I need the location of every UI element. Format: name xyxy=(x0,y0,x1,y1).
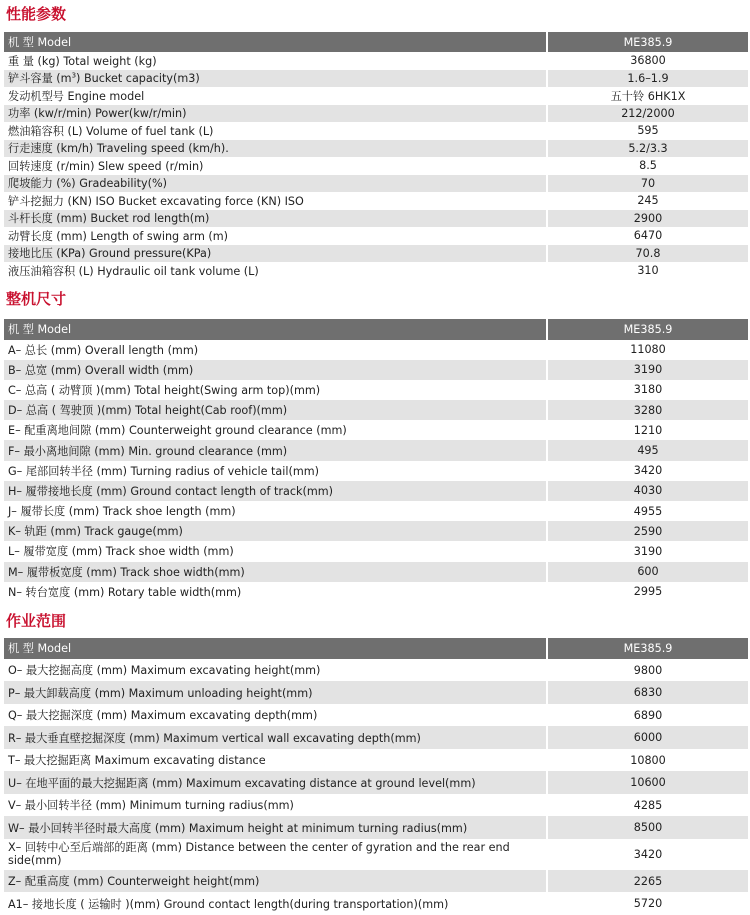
spec-value: 5.2/3.3 xyxy=(547,140,748,158)
section-title-performance: 性能参数 xyxy=(6,5,67,23)
spec-value: 600 xyxy=(547,562,748,582)
table-row xyxy=(4,420,748,440)
spec-value: 1.6–1.9 xyxy=(547,70,748,88)
spec-value: 3280 xyxy=(547,400,748,420)
table-row xyxy=(4,340,748,360)
table-row xyxy=(4,210,748,228)
table-row xyxy=(4,582,748,602)
table-row xyxy=(4,122,748,140)
spec-label: R– 最大垂直壁挖掘深度 (mm) Maximum vertical wall excavating depth(mm) xyxy=(4,726,547,749)
spec-label: L– 履带宽度 (mm) Track shoe width (mm) xyxy=(4,541,547,561)
table-row xyxy=(4,360,748,380)
spec-value: 4030 xyxy=(547,481,748,501)
spec-value: 36800 xyxy=(547,52,748,70)
spec-label: 爬坡能力 (%) Gradeability(%) xyxy=(4,175,547,193)
spec-value: 4285 xyxy=(547,794,748,817)
spec-value: 310 xyxy=(547,262,748,280)
spec-label: 发动机型号 Engine model xyxy=(4,87,547,105)
spec-value: 495 xyxy=(547,440,748,460)
table-row xyxy=(4,87,748,105)
spec-value: 10800 xyxy=(547,749,748,772)
table-row xyxy=(4,157,748,175)
spec-label: O– 最大挖掘高度 (mm) Maximum excavating height(mm) xyxy=(4,659,547,682)
spec-label: 斗杆长度 (mm) Bucket rod length(m) xyxy=(4,210,547,228)
table-row xyxy=(4,262,748,280)
spec-value: 5720 xyxy=(547,892,748,915)
spec-value: 6890 xyxy=(547,704,748,727)
spec-label: A– 总长 (mm) Overall length (mm) xyxy=(4,340,547,360)
model-label: 机 型 Model xyxy=(4,319,547,340)
table-row xyxy=(4,245,748,263)
spec-value: 70.8 xyxy=(547,245,748,263)
table-row xyxy=(4,52,748,70)
spec-label: D– 总高 ( 驾驶顶 )(mm) Total height(Cab roof)(mm) xyxy=(4,400,547,420)
table-row xyxy=(4,440,748,460)
spec-label: 液压油箱容积 (L) Hydraulic oil tank volume (L) xyxy=(4,262,547,280)
table-row xyxy=(4,794,748,817)
model-value: ME385.9 xyxy=(547,319,748,340)
table-row xyxy=(4,816,748,839)
spec-label: J– 履带长度 (mm) Track shoe length (mm) xyxy=(4,501,547,521)
spec-value: 9800 xyxy=(547,659,748,682)
spec-label: 重 量 (kg) Total weight (kg) xyxy=(4,52,547,70)
spec-label: G– 尾部回转半径 (mm) Turning radius of vehicle tail(mm) xyxy=(4,461,547,481)
spec-label: 功率 (kw/r/min) Power(kw/r/min) xyxy=(4,105,547,123)
table-row xyxy=(4,771,748,794)
spec-value: 245 xyxy=(547,192,748,210)
spec-label: W– 最小回转半径时最大高度 (mm) Maximum height at minimum turning radius(mm) xyxy=(4,816,547,839)
spec-value: 595 xyxy=(547,122,748,140)
spec-label: M– 履带板宽度 (mm) Track shoe width(mm) xyxy=(4,562,547,582)
spec-value: 3180 xyxy=(547,380,748,400)
spec-label: 行走速度 (km/h) Traveling speed (km/h). xyxy=(4,140,547,158)
table-row xyxy=(4,681,748,704)
model-label: 机 型 Model xyxy=(4,32,547,52)
spec-value: 1210 xyxy=(547,420,748,440)
spec-label: F– 最小离地间隙 (mm) Min. ground clearance (mm) xyxy=(4,440,547,460)
spec-label: Q– 最大挖掘深度 (mm) Maximum excavating depth(mm) xyxy=(4,704,547,727)
spec-value: 11080 xyxy=(547,340,748,360)
spec-value: 8.5 xyxy=(547,157,748,175)
table-header-row xyxy=(4,638,748,659)
spec-label: V– 最小回转半径 (mm) Minimum turning radius(mm) xyxy=(4,794,547,817)
spec-value: 8500 xyxy=(547,816,748,839)
table-row xyxy=(4,749,748,772)
spec-label: 回转速度 (r/min) Slew speed (r/min) xyxy=(4,157,547,175)
model-label: 机 型 Model xyxy=(4,638,547,659)
spec-value: 3190 xyxy=(547,360,748,380)
table-row xyxy=(4,501,748,521)
spec-value: 6830 xyxy=(547,681,748,704)
spec-label: 铲斗挖掘力 (KN) ISO Bucket excavating force (KN) ISO xyxy=(4,192,547,210)
table-row xyxy=(4,521,748,541)
table-row xyxy=(4,461,748,481)
spec-label: H– 履带接地长度 (mm) Ground contact length of track(mm) xyxy=(4,481,547,501)
spec-value: 3420 xyxy=(547,839,748,870)
spec-label: U– 在地平面的最大挖掘距离 (mm) Maximum excavating distance at ground level(mm) xyxy=(4,771,547,794)
table-row xyxy=(4,541,748,561)
section-title-working-range: 作业范围 xyxy=(6,611,67,630)
spec-label: 接地比压 (KPa) Ground pressure(KPa) xyxy=(4,245,547,263)
table-row xyxy=(4,481,748,501)
spec-label: E– 配重离地间隙 (mm) Counterweight ground clearance (mm) xyxy=(4,420,547,440)
spec-label: C– 总高 ( 动臂顶 )(mm) Total height(Swing arm top)(mm) xyxy=(4,380,547,400)
spec-label: X– 回转中心至后端部的距离 (mm) Distance between the center of gyration and the rear end side(mm) xyxy=(4,839,547,870)
spec-value: 10600 xyxy=(547,771,748,794)
spec-label: K– 轨距 (mm) Track gauge(mm) xyxy=(4,521,547,541)
spec-label: Z– 配重高度 (mm) Counterweight height(mm) xyxy=(4,870,547,893)
section-title-dimensions: 整机尺寸 xyxy=(6,289,67,308)
working-range-table xyxy=(4,638,748,915)
table-row xyxy=(4,140,748,158)
table-row xyxy=(4,70,748,88)
table-row xyxy=(4,726,748,749)
table-row xyxy=(4,227,748,245)
table-row xyxy=(4,659,748,682)
table-header-row xyxy=(4,32,748,52)
spec-label: T– 最大挖掘距离 Maximum excavating distance xyxy=(4,749,547,772)
table-header-row xyxy=(4,319,748,340)
spec-value: 6470 xyxy=(547,227,748,245)
model-value: ME385.9 xyxy=(547,32,748,52)
spec-label: B– 总宽 (mm) Overall width (mm) xyxy=(4,360,547,380)
spec-value: 212/2000 xyxy=(547,105,748,123)
model-value: ME385.9 xyxy=(547,638,748,659)
spec-label: P– 最大卸载高度 (mm) Maximum unloading height(mm) xyxy=(4,681,547,704)
spec-value: 3190 xyxy=(547,541,748,561)
table-row xyxy=(4,870,748,893)
performance-table xyxy=(4,32,748,280)
table-row xyxy=(4,192,748,210)
table-row xyxy=(4,400,748,420)
spec-value: 4955 xyxy=(547,501,748,521)
spec-value: 3420 xyxy=(547,461,748,481)
spec-label: 动臂长度 (mm) Length of swing arm (m) xyxy=(4,227,547,245)
table-row xyxy=(4,839,748,870)
spec-value: 6000 xyxy=(547,726,748,749)
spec-value: 2590 xyxy=(547,521,748,541)
spec-value: 五十铃 6HK1X xyxy=(547,87,748,105)
table-row xyxy=(4,175,748,193)
spec-label: 燃油箱容积 (L) Volume of fuel tank (L) xyxy=(4,122,547,140)
spec-value: 2995 xyxy=(547,582,748,602)
table-row xyxy=(4,892,748,915)
spec-label: A1– 接地长度 ( 运输时 )(mm) Ground contact length(during transportation)(mm) xyxy=(4,892,547,915)
table-row xyxy=(4,704,748,727)
dimensions-table xyxy=(4,319,748,602)
spec-label: N– 转台宽度 (mm) Rotary table width(mm) xyxy=(4,582,547,602)
spec-value: 2900 xyxy=(547,210,748,228)
spec-value: 2265 xyxy=(547,870,748,893)
table-row xyxy=(4,562,748,582)
table-row xyxy=(4,380,748,400)
spec-value: 70 xyxy=(547,175,748,193)
table-row xyxy=(4,105,748,123)
spec-label: 铲斗容量 $(m^3)$ Bucket capacity(m3) xyxy=(4,70,547,88)
